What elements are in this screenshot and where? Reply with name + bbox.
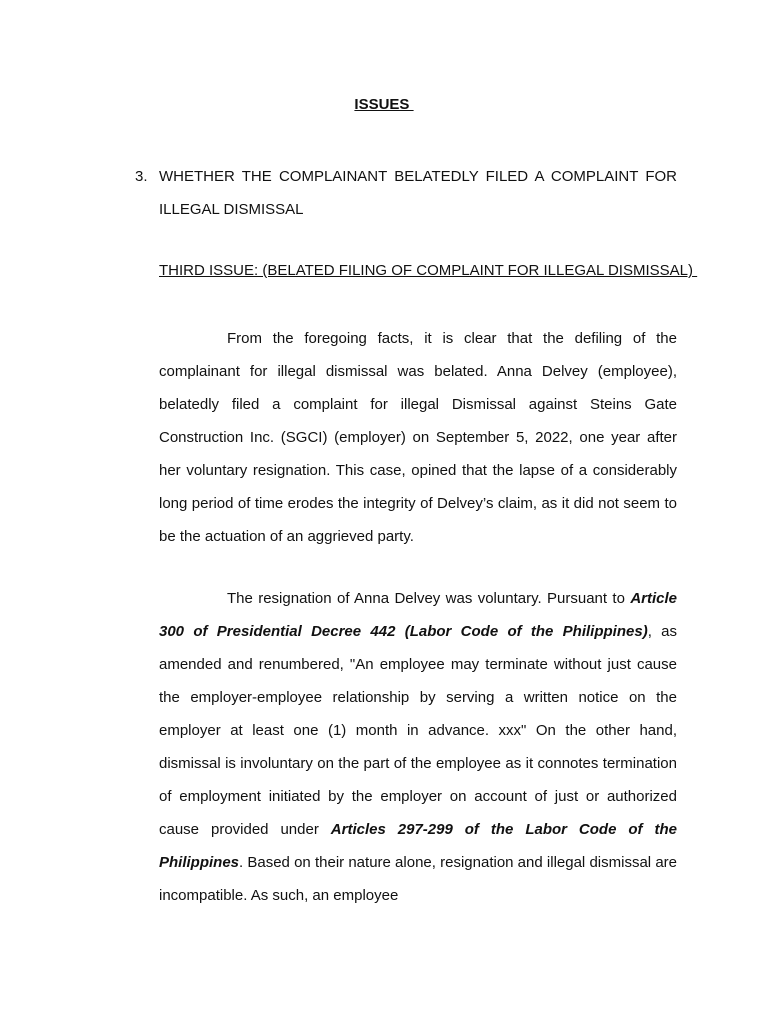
legal-reference-article-300: Article 300 of Presidential Decree 442 (Labor Code of the Philippines) <box>159 590 677 640</box>
legal-reference-articles-297-299: Articles 297-299 of the Labor Code of the Philippines <box>159 821 677 871</box>
paragraph-2-text-a: The resignation of Anna Delvey was voluntary. Pursuant to <box>227 590 631 607</box>
paragraph-2-text-c: . Based on their nature alone, resignation and illegal dismissal are incompatible. As such, an employee <box>159 854 677 904</box>
section-subheading: THIRD ISSUE: (BELATED FILING OF COMPLAINT FOR ILLEGAL DISMISSAL) <box>159 262 698 279</box>
issue-item <box>135 160 677 226</box>
paragraph-2 <box>159 582 677 912</box>
issue-number: 3. <box>135 168 148 185</box>
issue-text: WHETHER THE COMPLAINANT BELATEDLY FILED A COMPLAINT FOR ILLEGAL DISMISSAL <box>159 168 677 218</box>
paragraph-2-text-b: , as amended and renumbered, "An employee may terminate without just cause the employer-employee relationship by serving a written notice on the employer at least one (1) month in advance. xxx" On the other hand, dismissal is involuntary on the part of the employee as it connotes termination of employment initiated by the employer on account of just or authorized cause provided under <box>159 623 677 838</box>
paragraph-1: From the foregoing facts, it is clear that the defiling of the complainant for illegal dismissal was belated. Anna Delvey (employee), belatedly filed a complaint for illegal Dismissal against Steins Gate Construction Inc. (SGCI) (employer) on September 5, 2022, one year after her voluntary resignation. This case, opined that the lapse of a considerably long period of time erodes the integrity of Delvey’s claim, as it did not seem to be the actuation of an aggrieved party. <box>159 330 677 545</box>
page-heading: ISSUES <box>354 96 414 113</box>
